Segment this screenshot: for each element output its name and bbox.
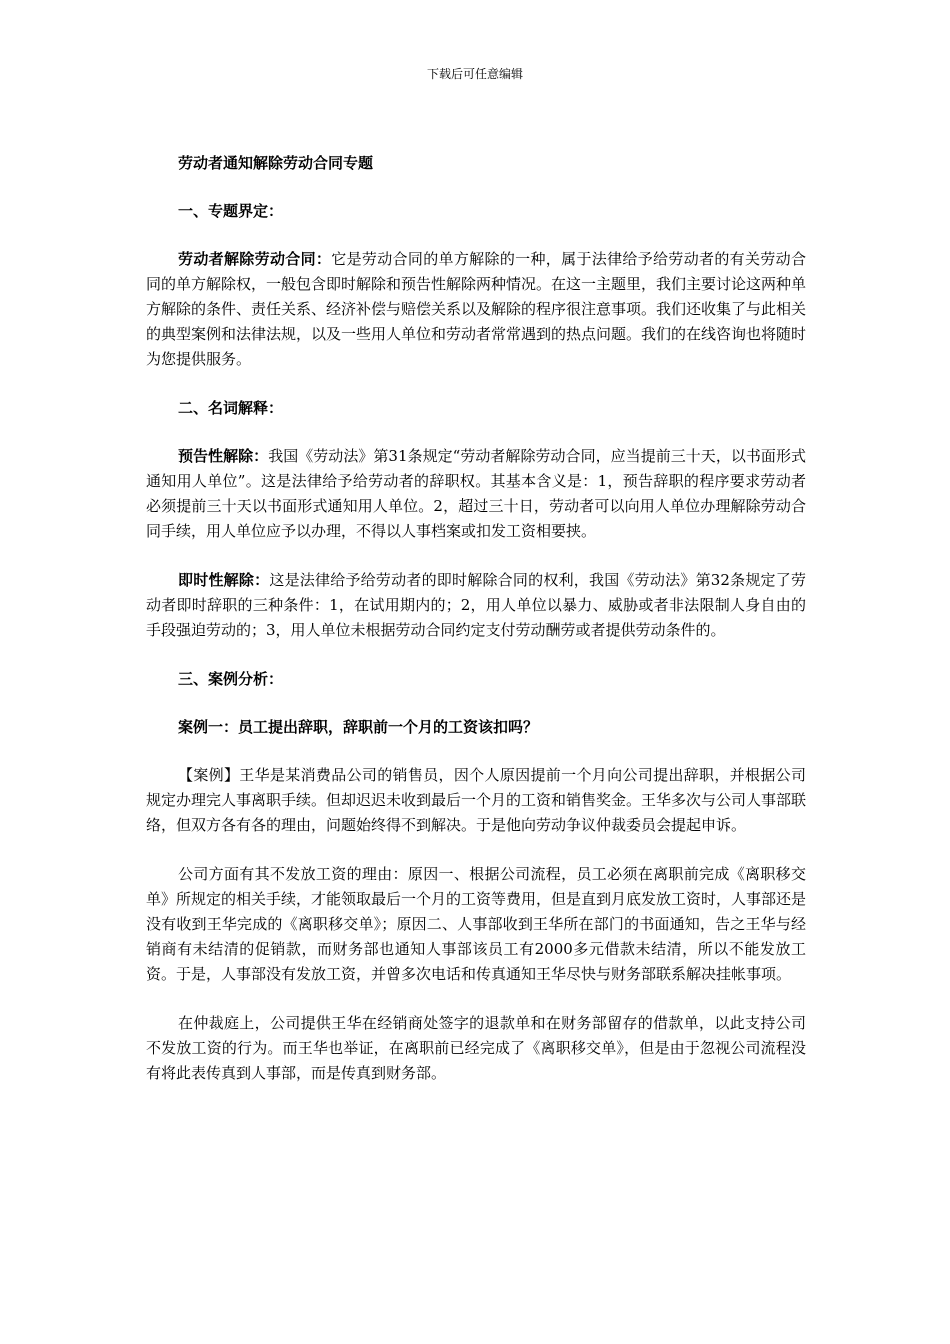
paragraph-notice-termination	[146, 444, 806, 544]
paragraph-case-description: 【案例】王华是某消费品公司的销售员，因个人原因提前一个月向公司提出辞职，并根据公司规定办理完人事离职手续。但却迟迟未收到最后一个月的工资和销售奖金。王华多次与公司人事部联络，但双方各有各的理由，问题始终得不到解决。于是他向劳动争议仲裁委员会提起申诉。	[146, 766, 807, 834]
paragraph-text: 它是劳动合同的单方解除的一种，属于法律给予给劳动者的有关劳动合同的单方解除权，一般包含即时解除和预告性解除两种情况。在这一主题里，我们主要讨论这两种单方解除的条件、责任关系、经济补偿与赔偿关系以及解除的程序很注意事项。我们还收集了与此相关的典型案例和法律法规，以及一些用人单位和劳动者常常遇到的热点问题。我们的在线咨询也将随时为您提供服务。	[146, 250, 807, 368]
section-heading-terms: 二、名词解释：	[178, 399, 284, 417]
term-label: 即时性解除：	[178, 571, 270, 589]
paragraph-company-reasons: 公司方面有其不发放工资的理由：原因一、根据公司流程，员工必须在离职前完成《离职移交单》所规定的相关手续，才能领取最后一个月的工资等费用，但是直到月底发放工资时，人事部还是没有收到王华完成的《离职移交单》；原因二、人事部收到王华所在部门的书面通知，告之王华与经销商有未结清的促销款，而财务部也通知人事部该员工有2000多元借款未结清，所以不能发放工资。于是，人事部没有发放工资，并曾多次电话和传真通知王华尽快与财务部联系解决挂帐事项。	[146, 865, 807, 983]
term-label: 劳动者解除劳动合同：	[178, 250, 332, 268]
term-label: 预告性解除：	[178, 447, 269, 465]
section-heading-cases: 三、案例分析：	[178, 670, 284, 688]
paragraph-arbitration: 在仲裁庭上，公司提供王华在经销商处签字的退款单和在财务部留存的借款单，以此支持公司不发放工资的行为。而王华也举证，在离职前已经完成了《离职移交单》，但是由于忽视公司流程没有将此表传真到人事部，而是传真到财务部。	[146, 1014, 806, 1082]
document-title: 劳动者通知解除劳动合同专题	[178, 154, 374, 172]
paragraph-definition	[146, 247, 806, 372]
paragraph-text: 这是法律给予给劳动者的即时解除合同的权利，我国《劳动法》第32条规定了劳动者即时辞职的三种条件：1，在试用期内的；2，用人单位以暴力、威胁或者非法限制人身自由的手段强迫劳动的；3，用人单位未根据劳动合同约定支付劳动酬劳或者提供劳动条件的。	[146, 571, 806, 639]
document-body	[146, 151, 806, 1110]
paragraph-immediate-termination	[146, 568, 806, 643]
paragraph-text: 我国《劳动法》第31条规定“劳动者解除劳动合同，应当提前三十天，以书面形式通知用人单位”。这是法律给予给劳动者的辞职权。其基本含义是：1，预告辞职的程序要求劳动者必须提前三十天以书面形式通知用人单位。2，超过三十日，劳动者可以向用人单位办理解除劳动合同手续，用人单位应予以办理，不得以人事档案或扣发工资相要挟。	[146, 447, 806, 540]
page-header-note: 下载后可任意编辑	[426, 67, 523, 81]
case-heading: 案例一：员工提出辞职，辞职前一个月的工资该扣吗？	[178, 718, 539, 736]
section-heading-definition: 一、专题界定：	[178, 202, 284, 220]
